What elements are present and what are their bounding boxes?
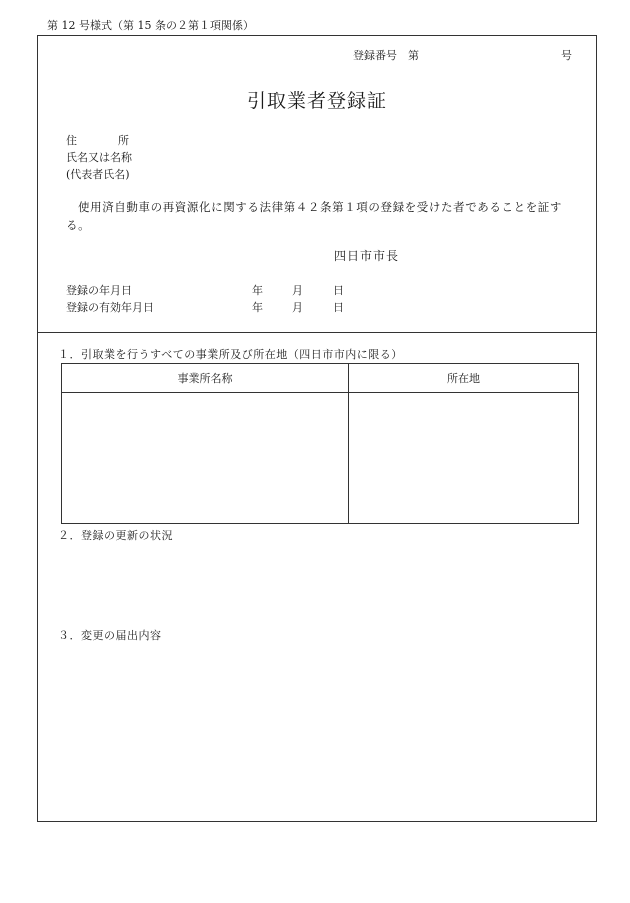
office-name-cell[interactable] — [62, 393, 349, 524]
registration-date-row — [66, 282, 366, 298]
section-divider — [38, 332, 596, 333]
year-label: 年 — [252, 284, 263, 297]
certificate-title: 引取業者登録証 — [246, 90, 387, 112]
address-label — [66, 132, 129, 148]
section1-heading: １．引取業を行うすべての事業所及び所在地（四日市市内に限る） — [58, 348, 403, 361]
location-cell[interactable] — [349, 393, 579, 524]
representative-label: (代表者氏名) — [66, 168, 130, 181]
year-label: 年 — [252, 301, 263, 314]
table-row — [62, 393, 579, 524]
issuer-name: 四日市市長 — [334, 249, 400, 263]
name-label: 氏名又は名称 — [66, 151, 132, 164]
column-header-location: 所在地 — [349, 364, 579, 393]
registration-number-suffix: 号 — [561, 49, 572, 62]
office-table — [61, 363, 579, 524]
column-header-office-name: 事業所名称 — [62, 364, 349, 393]
address-label-char-2: 所 — [118, 134, 129, 147]
section3-heading: ３．変更の届出内容 — [58, 629, 162, 642]
month-label: 月 — [292, 301, 303, 314]
address-label-char-1: 住 — [66, 134, 77, 147]
certification-statement: 使用済自動車の再資源化に関する法律第４２条第１項の登録を受けた者であることを証する。 — [66, 200, 562, 232]
day-label: 日 — [333, 301, 344, 314]
validity-date-row — [66, 299, 366, 315]
form-number-label: 第 12 号様式（第 15 条の２第１項関係） — [47, 19, 254, 32]
table-header-row — [62, 364, 579, 393]
section2-heading: ２．登録の更新の状況 — [58, 529, 173, 542]
validity-date-label: 登録の有効年月日 — [66, 301, 154, 314]
registration-date-label: 登録の年月日 — [66, 284, 132, 297]
day-label: 日 — [333, 284, 344, 297]
month-label: 月 — [292, 284, 303, 297]
certificate-frame — [37, 35, 597, 822]
registration-number-label: 登録番号 第 — [353, 49, 419, 62]
